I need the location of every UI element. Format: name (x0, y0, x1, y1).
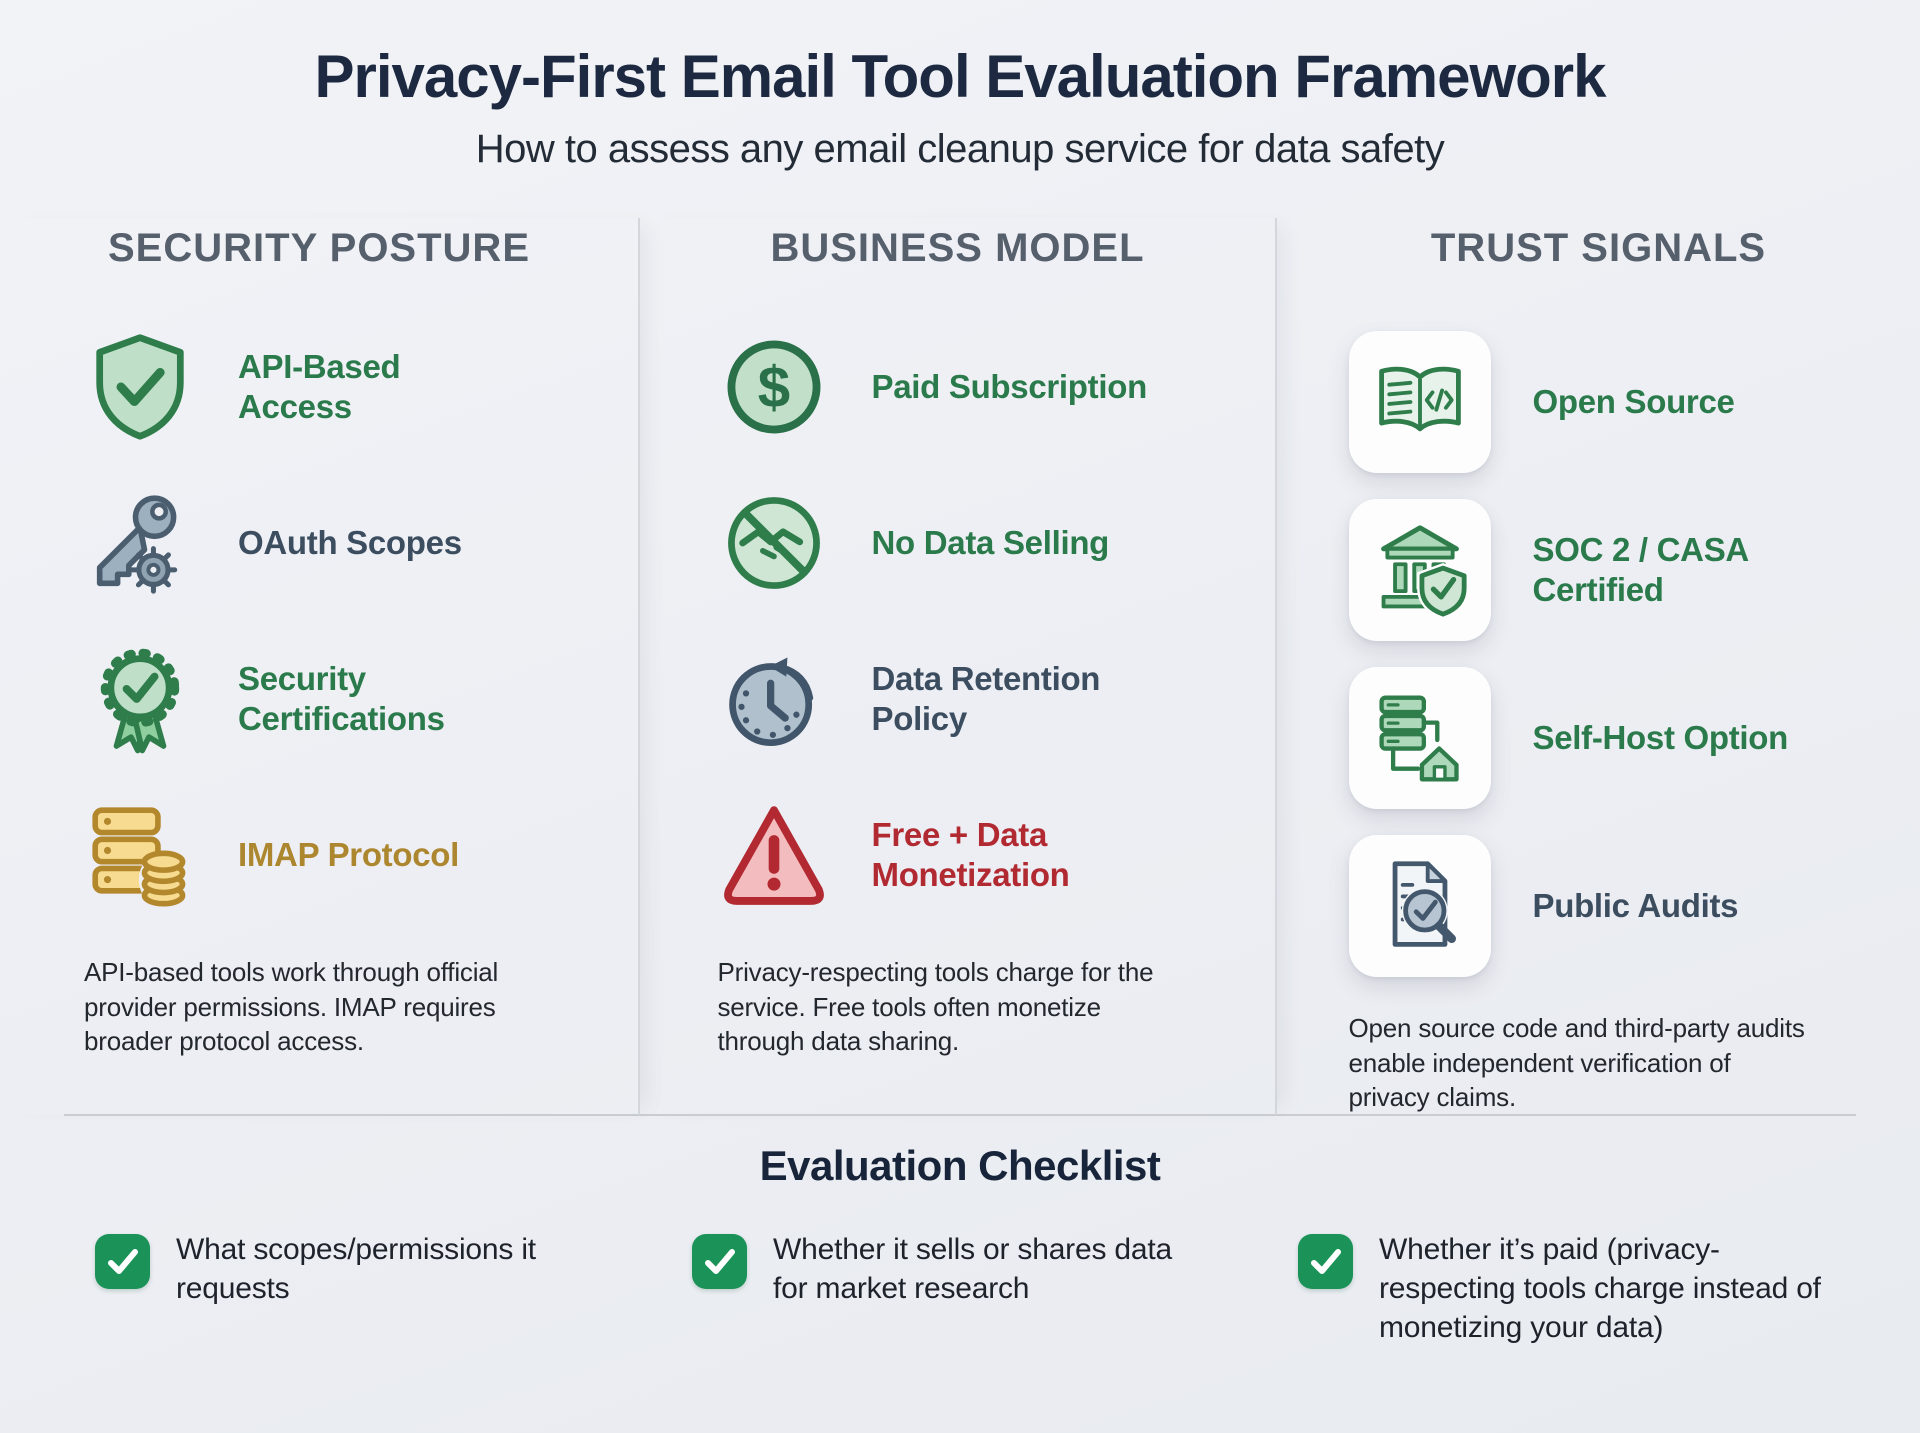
item-label: OAuth Scopes (238, 523, 462, 561)
list-item (84, 799, 554, 911)
list-item (1349, 499, 1849, 641)
svg-text:$: $ (757, 355, 790, 421)
page-subtitle: How to assess any email cleanup service for data safety (475, 127, 1445, 171)
bank-shield-icon (1349, 499, 1491, 641)
item-label: No Data Selling (871, 523, 1110, 561)
framework-columns (0, 218, 1920, 1113)
warning-triangle-icon (718, 799, 830, 911)
checklist-item-text: Whether it’s paid (privacy-respecting tools charge instead of monetizing your data) (1379, 1233, 1821, 1344)
item-label: Security Certifications (238, 659, 445, 737)
checkbox-checked-icon (692, 1234, 747, 1289)
list-item (84, 331, 554, 443)
checklist-item (1280, 1230, 1920, 1347)
shield-check-icon (84, 331, 196, 443)
item-label: IMAP Protocol (238, 835, 460, 873)
item-label: Open Source (1532, 382, 1735, 420)
checklist-item-text: Whether it sells or shares data for market research (773, 1233, 1172, 1305)
open-book-code-icon (1349, 331, 1491, 473)
key-gear-icon (84, 487, 196, 599)
checklist-heading: Evaluation Checklist (759, 1142, 1161, 1189)
item-label: Paid Subscription (871, 367, 1147, 405)
item-label: Data Retention Policy (871, 659, 1101, 737)
column-heading: TRUST SIGNALS (1430, 226, 1767, 270)
item-label: API-Based Access (238, 347, 401, 425)
certification-badge-icon (84, 643, 196, 755)
list-item (84, 487, 554, 599)
column-description: Open source code and third-party audits enable independent verification of privacy claims. (1348, 1013, 1805, 1113)
list-item (718, 331, 1198, 443)
item-label: Public Audits (1532, 886, 1739, 924)
checklist-item-text: What scopes/permissions it requests (176, 1233, 536, 1305)
list-item (718, 487, 1198, 599)
header (0, 42, 1920, 172)
checklist-item (0, 1230, 640, 1347)
column-trust-signals (1277, 218, 1920, 1115)
server-home-icon (1349, 667, 1491, 809)
page-title: Privacy-First Email Tool Evaluation Framework (314, 43, 1606, 110)
list-item (84, 643, 554, 755)
list-item (1349, 667, 1849, 809)
server-database-icon (84, 799, 196, 911)
list-item (1349, 331, 1849, 473)
list-item (718, 643, 1198, 755)
list-item (1349, 835, 1849, 977)
checklist-item (640, 1230, 1280, 1347)
document-magnifier-icon (1349, 835, 1491, 977)
item-label: Self-Host Option (1532, 718, 1789, 756)
item-label: SOC 2 / CASA Certified (1532, 530, 1748, 608)
column-business-model (640, 218, 1277, 1115)
column-heading: BUSINESS MODEL (770, 226, 1145, 270)
checkbox-checked-icon (1298, 1234, 1353, 1289)
evaluation-checklist (0, 1230, 1920, 1347)
clock-history-icon (718, 643, 830, 755)
item-label: Free + Data Monetization (871, 815, 1070, 893)
column-security-posture (0, 218, 640, 1115)
no-handshake-icon (718, 487, 830, 599)
column-description: API-based tools work through official provider permissions. IMAP requires broader protocol access. (84, 957, 499, 1057)
list-item (718, 799, 1198, 911)
checkbox-checked-icon (95, 1234, 150, 1289)
dollar-coin-icon (718, 331, 830, 443)
column-heading: SECURITY POSTURE (108, 226, 530, 270)
column-description: Privacy-respecting tools charge for the service. Free tools often monetize through data sharing. (717, 957, 1154, 1057)
